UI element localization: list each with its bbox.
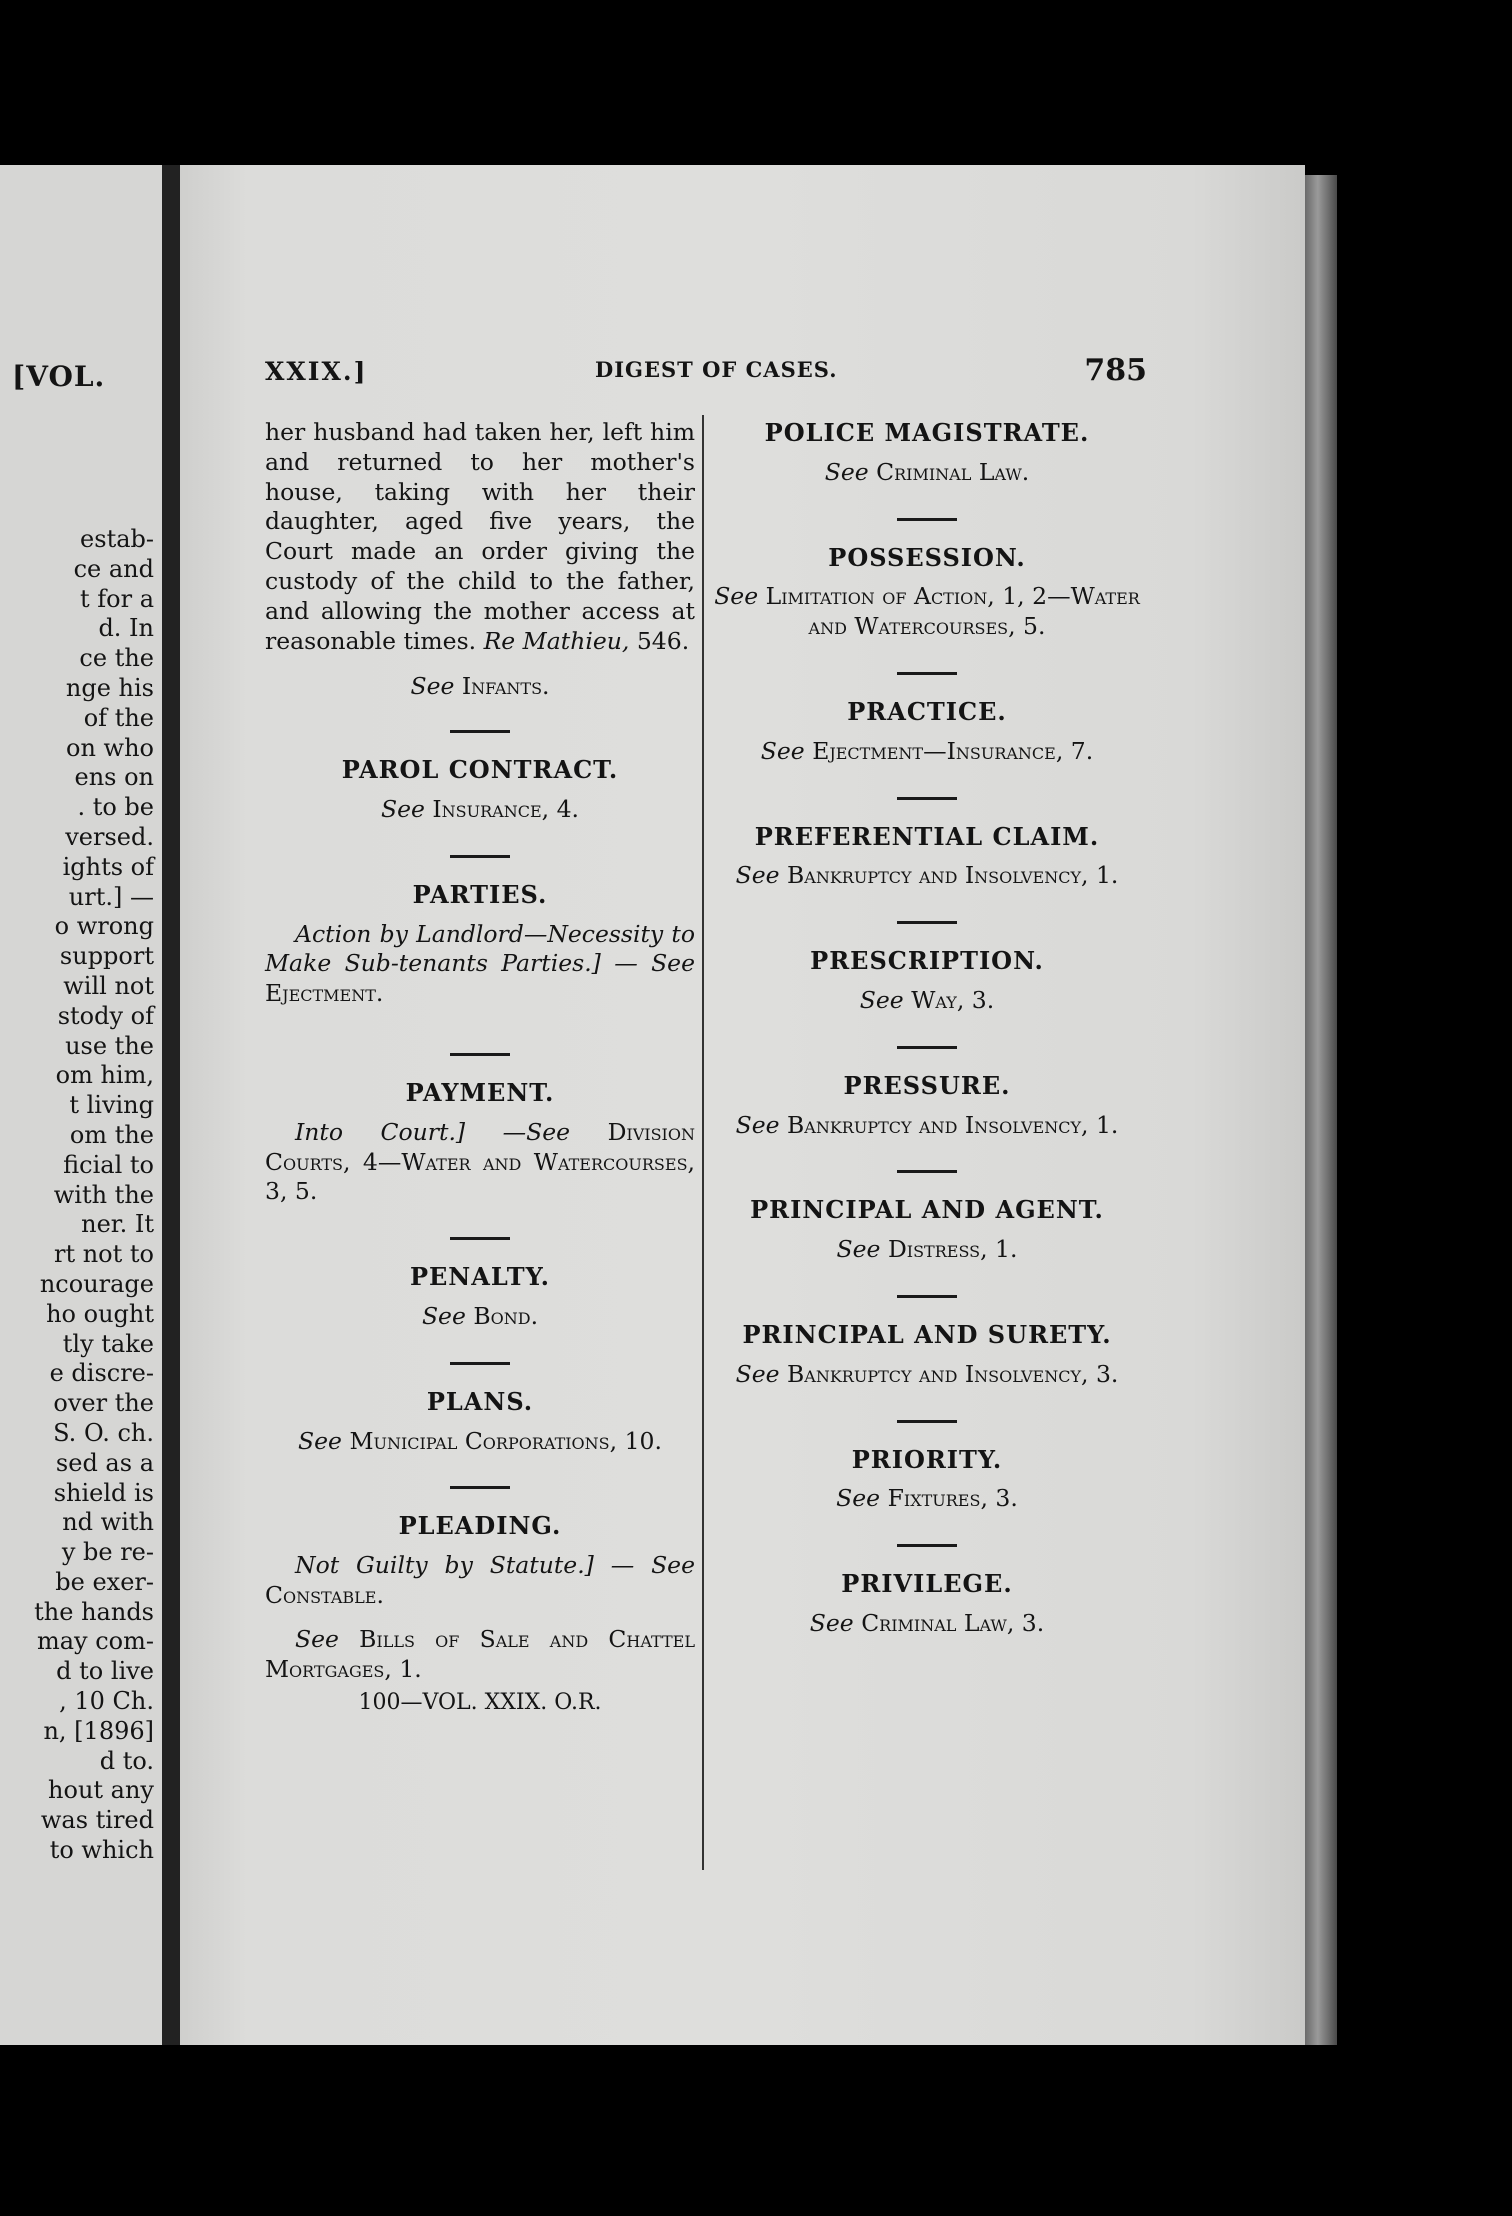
section-rule	[897, 921, 957, 924]
index-heading: PRACTICE.	[847, 696, 1007, 726]
adjacent-text-line: of the	[83, 703, 154, 732]
payment-entry: Into Court.] —See Division Courts, 4—Water and Watercourses, 3, 5.	[265, 1117, 695, 1206]
section-rule	[897, 1170, 957, 1173]
pleading-see-also: See Bills of Sale and Chattel Mortgages, 1.	[265, 1624, 695, 1683]
adjacent-text-line: n, [1896]	[43, 1716, 154, 1745]
index-heading: PRINCIPAL AND SURETY.	[742, 1319, 1112, 1349]
adjacent-text-line: e discre-	[49, 1359, 154, 1388]
adjacent-text-line: ce and	[73, 554, 154, 583]
adjacent-text-line: the hands	[34, 1597, 154, 1626]
adjacent-text-line: urt.] —	[68, 882, 154, 911]
adjacent-text-line: ho ought	[46, 1299, 154, 1328]
page-gutter	[162, 165, 180, 2045]
adjacent-text-line: ner. It	[81, 1210, 154, 1239]
adjacent-text-line: om him,	[55, 1061, 154, 1090]
header-volume: XXIX.]	[265, 357, 368, 386]
adjacent-text-line: . to be	[77, 793, 154, 822]
left-column	[265, 418, 695, 1718]
heading-parties: PARTIES.	[412, 879, 548, 909]
see-reference: See Bankruptcy and Insolvency, 3.	[735, 1359, 1119, 1388]
adjacent-text-line: om the	[69, 1120, 154, 1149]
adjacent-text-line: with the	[53, 1180, 154, 1209]
signature-footer: 100—VOL. XXIX. O.R.	[358, 1690, 602, 1716]
adjacent-text-line: will not	[63, 971, 154, 1000]
adjacent-text-line: ens on	[74, 763, 154, 792]
adjacent-text-line: S. O. ch.	[53, 1418, 154, 1447]
adjacent-text-line: to which	[49, 1836, 154, 1865]
section-rule	[450, 1053, 510, 1056]
adjacent-text-line: was tired	[40, 1806, 154, 1835]
adjacent-text-line: y be re-	[61, 1538, 154, 1567]
index-heading: PRESSURE.	[843, 1070, 1011, 1100]
adjacent-text-line: ights of	[62, 852, 154, 881]
header-title: DIGEST OF CASES.	[595, 357, 838, 382]
adjacent-text-line: ce the	[79, 644, 154, 673]
see-reference: See Way, 3.	[859, 985, 995, 1014]
page-number: 785	[1084, 353, 1147, 388]
see-reference: See Bond.	[421, 1301, 539, 1330]
heading-parol-contract: PAROL CONTRACT.	[341, 755, 619, 785]
see-reference: See Bankruptcy and Insolvency, 1.	[735, 861, 1119, 890]
see-reference: See Distress, 1.	[836, 1235, 1018, 1264]
section-rule	[897, 672, 957, 675]
section-rule	[450, 1486, 510, 1489]
adjacent-text-line: nd with	[62, 1508, 154, 1537]
adjacent-text-line: versed.	[65, 822, 154, 851]
see-infants: See Infants.	[410, 672, 550, 701]
section-rule	[450, 730, 510, 733]
heading-pleading: PLEADING.	[398, 1511, 562, 1541]
section-rule	[450, 1362, 510, 1365]
case-name: Re Mathieu,	[483, 626, 630, 655]
adjacent-text-line: t for a	[79, 584, 154, 613]
index-heading: POSSESSION.	[828, 542, 1026, 572]
section-rule	[897, 518, 957, 521]
adjacent-page-header: [VOL.	[12, 360, 106, 393]
adjacent-text-line: t living	[69, 1091, 154, 1120]
see-reference: See Bankruptcy and Insolvency, 1.	[735, 1110, 1119, 1139]
adjacent-text-line: stody of	[57, 1001, 154, 1030]
section-rule	[897, 1420, 957, 1423]
adjacent-text-line: support	[59, 942, 154, 971]
adjacent-text-line: ficial to	[63, 1150, 154, 1179]
adjacent-text-line: hout any	[48, 1776, 154, 1805]
section-rule	[450, 855, 510, 858]
section-rule	[450, 1237, 510, 1240]
section-rule	[897, 797, 957, 800]
adjacent-text-line: o wrong	[54, 912, 154, 941]
index-heading: PRINCIPAL AND AGENT.	[750, 1195, 1104, 1225]
see-reference: See Municipal Corporations, 10.	[298, 1426, 662, 1455]
adjacent-text-line: nge his	[65, 673, 154, 702]
index-heading: POLICE MAGISTRATE.	[764, 418, 1090, 447]
adjacent-text-line: d to live	[56, 1657, 154, 1686]
index-heading: PRIORITY.	[851, 1444, 1003, 1474]
adjacent-text-line: ncourage	[39, 1269, 154, 1298]
adjacent-text-line: sed as a	[55, 1448, 154, 1477]
adjacent-text-line: may com-	[36, 1627, 154, 1656]
case-paragraph: her husband had taken her, left him and returned to her mother's house, taking with her their daughter, aged five years, the Court made an order giving the custody of the child to the father, and allowing the mother access at reasonable times. Re Mathieu, 546.	[265, 418, 695, 655]
section-rule	[897, 1544, 957, 1547]
column-divider	[702, 415, 704, 1870]
right-column	[712, 418, 1142, 1639]
section-rule	[897, 1295, 957, 1298]
adjacent-text-line: , 10 Ch.	[59, 1687, 154, 1716]
heading-penalty: PENALTY.	[409, 1262, 551, 1292]
heading-plans: PLANS.	[426, 1386, 534, 1416]
adjacent-page-text	[34, 525, 154, 1866]
see-reference: See Fixtures, 3.	[836, 1484, 1018, 1513]
adjacent-text-line: over the	[53, 1389, 154, 1418]
see-reference: See Criminal Law.	[824, 457, 1030, 486]
adjacent-text-line: d. In	[98, 614, 154, 643]
see-reference: See Limitation of Action, 1, 2—Water and Watercourses, 5.	[714, 582, 1140, 641]
index-heading: PRIVILEGE.	[841, 1569, 1013, 1599]
section-rule	[897, 1046, 957, 1049]
running-header	[265, 353, 1147, 397]
index-heading: PRESCRIPTION.	[810, 946, 1044, 976]
index-heading: PREFERENTIAL CLAIM.	[754, 821, 1100, 851]
adjacent-text-line: rt not to	[53, 1240, 154, 1269]
see-reference: See Criminal Law, 3.	[809, 1608, 1045, 1637]
parties-entry: Action by Landlord—Necessity to Make Sub-tenants Parties.] — See Ejectment.	[265, 919, 695, 1008]
adjacent-text-line: tly take	[62, 1329, 154, 1358]
see-reference: See Ejectment—Insurance, 7.	[760, 736, 1094, 765]
see-reference: See Insurance, 4.	[380, 794, 580, 823]
adjacent-text-line: shield is	[53, 1478, 154, 1507]
adjacent-text-line: be exer-	[55, 1567, 154, 1596]
adjacent-text-line: d to.	[99, 1746, 154, 1775]
page-edge	[1305, 175, 1337, 2045]
adjacent-text-line: use the	[65, 1031, 154, 1060]
heading-payment: PAYMENT.	[405, 1077, 555, 1107]
pleading-entry: Not Guilty by Statute.] — See Constable.	[265, 1551, 695, 1609]
adjacent-page	[0, 165, 162, 2045]
adjacent-text-line: estab-	[80, 525, 154, 553]
case-page: 546.	[636, 626, 690, 655]
adjacent-text-line: on who	[66, 733, 154, 762]
